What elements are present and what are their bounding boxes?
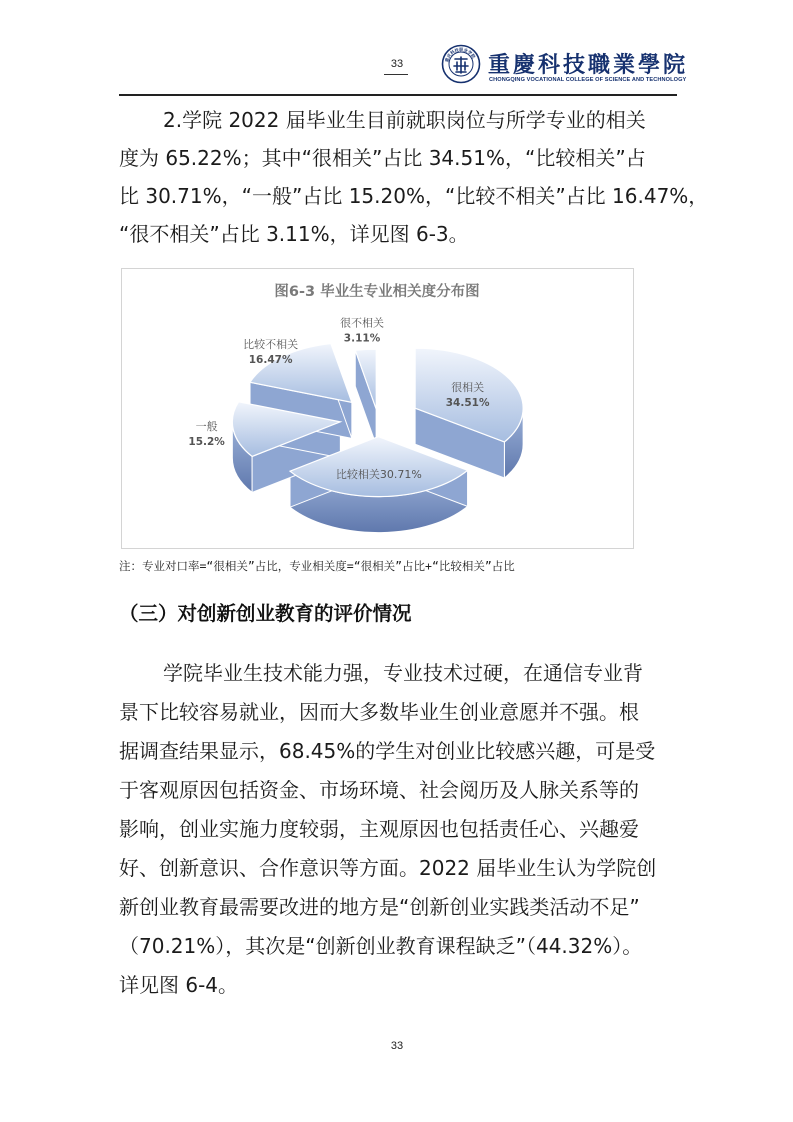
- paragraph-line: 影响，创业实施力度较弱，主观原因也包括责任心、兴趣爱: [119, 817, 639, 841]
- pie-label-value: 16.47%: [248, 354, 293, 367]
- paragraph-line: （70.21%），其次是“创新创业教育课程缺乏”（44.32%）。: [119, 934, 643, 958]
- college-logo-icon: [441, 44, 481, 84]
- pie-label-category: 比较不相关: [243, 338, 299, 352]
- pie-label-text: 比较相关30.71%: [335, 467, 422, 481]
- chart-frame: [121, 268, 634, 549]
- relevance-pie-chart: [122, 269, 633, 548]
- header-rule: [119, 94, 677, 96]
- chart-title: 图6-3 毕业生专业相关度分布图: [274, 284, 480, 300]
- pie-label-category: 很相关: [451, 380, 485, 394]
- paragraph-line: 学院毕业生技术能力强，专业技术过硬，在通信专业背: [163, 661, 643, 685]
- pie-label-value: 3.11%: [343, 332, 381, 345]
- pie-label-value: 15.2%: [188, 436, 225, 449]
- paragraph-line: 景下比较容易就业，因而大多数毕业生创业意愿并不强。根: [119, 700, 639, 724]
- paragraph-line: 比 30.71%，“一般”占比 15.20%，“比较不相关”占比 16.47%，: [119, 184, 709, 208]
- paragraph-line: 据调查结果显示，68.45%的学生对创业比较感兴趣，可是受: [119, 739, 656, 763]
- pie-label-比较不相关: [243, 337, 298, 366]
- paragraph-line: 度为 65.22%；其中“很相关”占比 34.51%，“比较相关”占: [119, 146, 646, 170]
- paragraph-line: 于客观原因包括资金、市场环境、社会阅历及人脉关系等的: [119, 778, 639, 802]
- section-heading: （三）对创新创业教育的评价情况: [119, 602, 412, 625]
- chart-note: 注：专业对口率=“很相关”占比，专业相关度=“很相关”占比+“比较相关”占比: [119, 559, 515, 573]
- pie-label-一般: [188, 420, 225, 448]
- header-page-number: 33: [390, 58, 404, 70]
- pie-label-category: 很不相关: [340, 316, 385, 330]
- college-name-english: CHONGQING VOCATIONAL COLLEGE OF SCIENCE AND TECHNOLOGY: [489, 77, 687, 83]
- logo-ring-text: 重庆科技职业学院: [444, 46, 477, 63]
- pie-label-value: 34.51%: [445, 396, 490, 409]
- pie-label-category: 一般: [195, 420, 218, 434]
- paragraph-line: 新创业教育最需要改进的地方是“创新创业实践类活动不足”: [119, 895, 640, 919]
- paragraph-line: 2.学院 2022 届毕业生目前就职岗位与所学专业的相关: [163, 108, 646, 132]
- pie-label-比较相关: [336, 467, 422, 481]
- footer-page-number: 33: [390, 1040, 404, 1052]
- header-page-number-underline: [384, 74, 408, 75]
- paragraph-line: 好、创新意识、合作意识等方面。2022 届毕业生认为学院创: [119, 856, 657, 880]
- paragraph-line: 详见图 6-4。: [119, 973, 239, 997]
- college-name-chinese: 重慶科技職業學院: [488, 52, 689, 78]
- paragraph-line: “很不相关”占比 3.11%，详见图 6-3。: [119, 222, 469, 246]
- pie-label-很不相关: [340, 316, 384, 345]
